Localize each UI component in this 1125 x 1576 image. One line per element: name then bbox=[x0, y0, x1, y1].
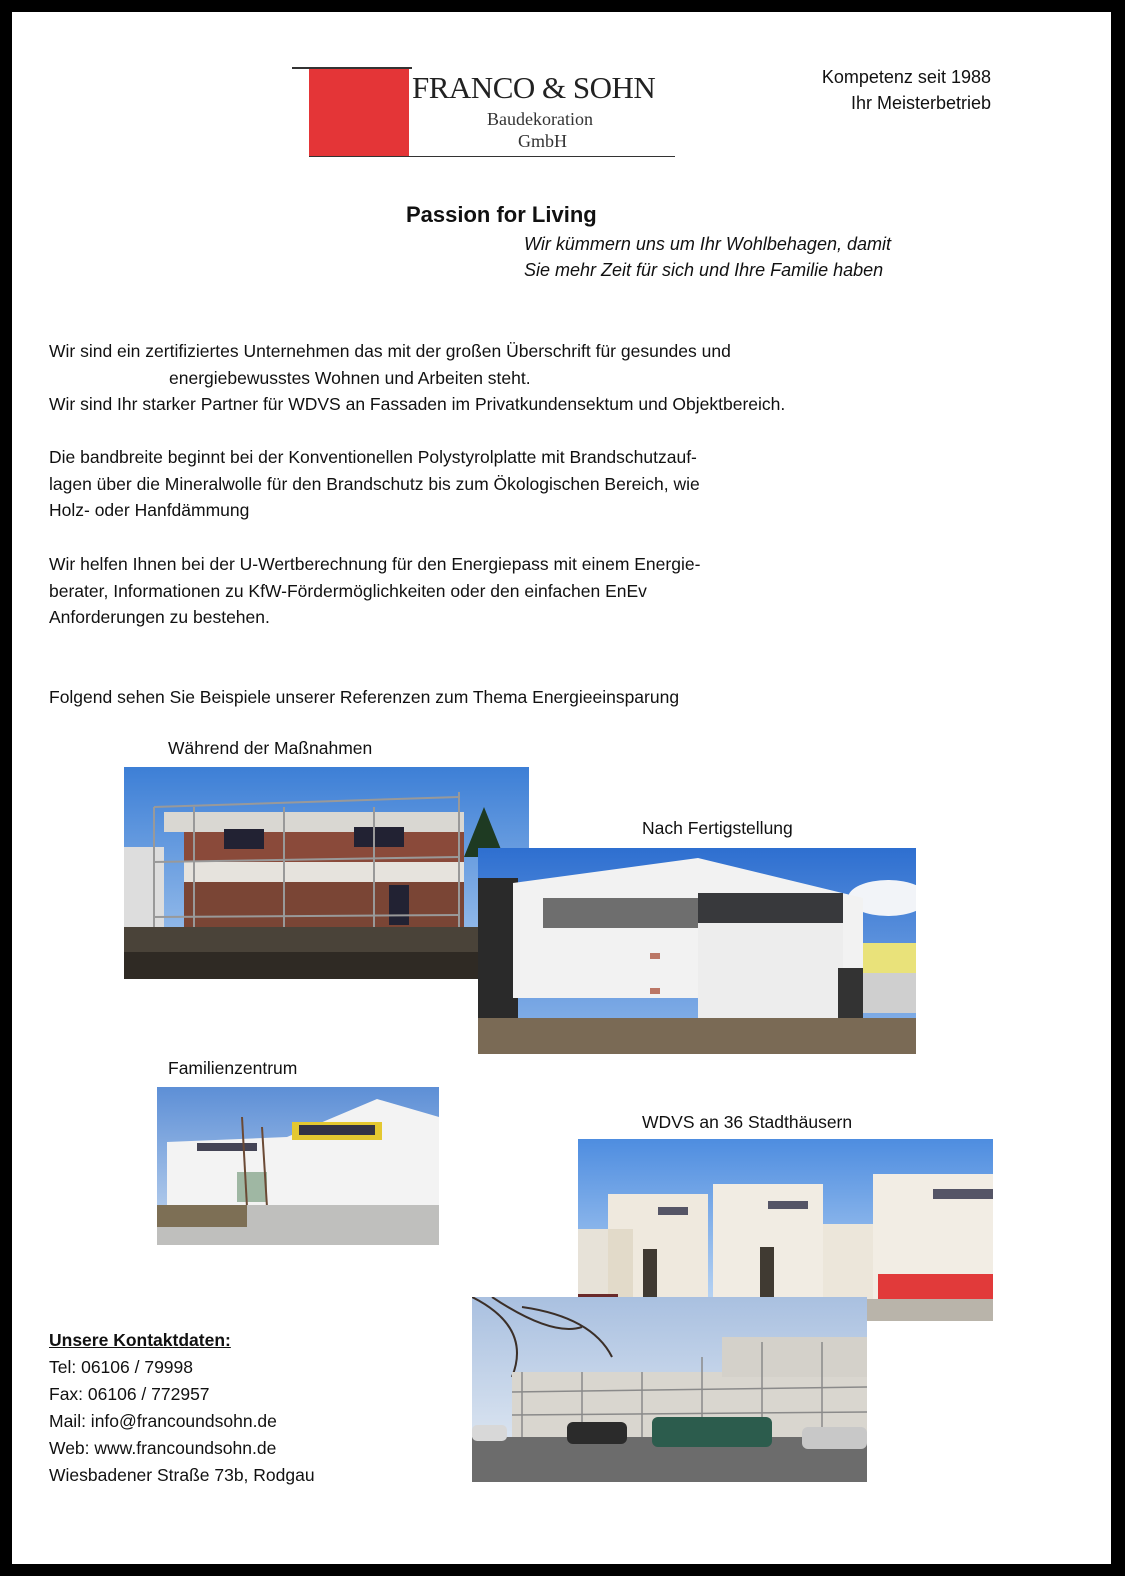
caption-after-completion: Nach Fertigstellung bbox=[642, 818, 793, 838]
help-paragraph bbox=[49, 551, 700, 631]
intro-line-1: Wir sind ein zertifiziertes Unternehmen das mit der großen Überschrift für gesundes und bbox=[49, 341, 731, 361]
contact-fax: Fax: 06106 / 772957 bbox=[49, 1384, 210, 1404]
photo-after-completion bbox=[478, 848, 916, 1054]
help-line-1: Wir helfen Ihnen bei der U-Wertberechnung für den Energiepass mit einem Energie- bbox=[49, 554, 701, 574]
flyer-page bbox=[12, 12, 1111, 1564]
logo-red-square bbox=[309, 69, 409, 157]
contact-block bbox=[49, 1327, 315, 1489]
bandwidth-paragraph bbox=[49, 444, 700, 524]
logo-subtitle-1: Baudekoration bbox=[487, 109, 593, 129]
bandwidth-line-3: Holz- oder Hanfdämmung bbox=[49, 500, 250, 520]
contact-phone: Tel: 06106 / 79998 bbox=[49, 1357, 194, 1377]
logo-subtitle-2: GmbH bbox=[518, 131, 567, 151]
contact-address: Wiesbadener Straße 73b, Rodgau bbox=[49, 1465, 315, 1485]
tagline-master: Ihr Meisterbetrieb bbox=[850, 93, 991, 113]
help-line-3: Anforderungen zu bestehen. bbox=[49, 607, 270, 627]
company-logo bbox=[292, 67, 687, 159]
contact-email: Mail: info@francoundsohn.de bbox=[49, 1411, 277, 1431]
logo-rule-bottom bbox=[309, 156, 675, 157]
intro-line-2: energiebewusstes Wohnen und Arbeiten steht. bbox=[169, 367, 531, 388]
intro-line-3: Wir sind Ihr starker Partner für WDVS an Fassaden im Privatkundensektum und Objektbereich. bbox=[49, 394, 786, 414]
caption-during-works: Während der Maßnahmen bbox=[168, 738, 373, 758]
contact-title: Unsere Kontaktdaten: bbox=[49, 1330, 231, 1350]
photo-townhouses-scaffolding bbox=[472, 1297, 867, 1482]
photo-during-works bbox=[124, 767, 529, 979]
references-intro: Folgend sehen Sie Beispiele unserer Referenzen zum Thema Energieeinsparung bbox=[49, 687, 680, 707]
caption-family-center: Familienzentrum bbox=[168, 1058, 298, 1078]
headline: Passion for Living bbox=[406, 202, 597, 227]
slogan-line-1: Wir kümmern uns um Ihr Wohlbehagen, damit bbox=[524, 234, 891, 254]
help-line-2: berater, Informationen zu KfW-Fördermöglichkeiten oder den einfachen EnEv bbox=[49, 580, 647, 601]
bandwidth-line-2: lagen über die Mineralwolle für den Brandschutz bis zum Ökologischen Bereich, wie bbox=[49, 473, 700, 494]
bandwidth-line-1: Die bandbreite beginnt bei der Konventionellen Polystyrolplatte mit Brandschutzauf- bbox=[49, 447, 697, 467]
contact-website: Web: www.francoundsohn.de bbox=[49, 1438, 277, 1458]
photo-family-center bbox=[157, 1087, 439, 1245]
intro-paragraph bbox=[49, 338, 785, 418]
slogan-line-2: Sie mehr Zeit für sich und Ihre Familie haben bbox=[524, 260, 884, 280]
caption-townhouses: WDVS an 36 Stadthäusern bbox=[642, 1112, 853, 1132]
logo-company-name: FRANCO & SOHN bbox=[412, 70, 656, 105]
photo-townhouses-finished bbox=[578, 1139, 993, 1321]
tagline-competence: Kompetenz seit 1988 bbox=[821, 67, 991, 87]
